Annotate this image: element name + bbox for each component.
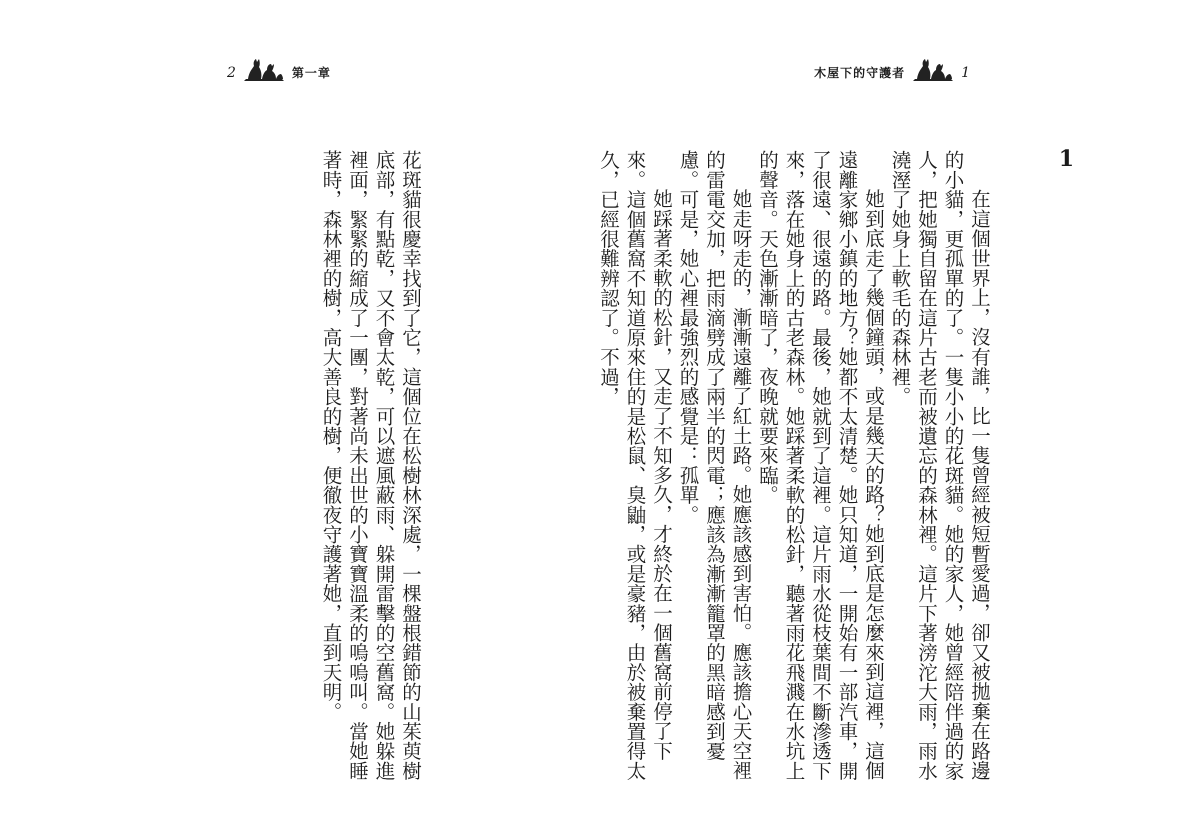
paragraph: 她踩著柔軟的松針，又走了不知多久，才終於在一個舊窩前停了下來。這個舊窩不知道原來住的是松鼠、臭鼬，或是豪豬，由於被棄置得太久，已經很難辨認了。不過， bbox=[597, 150, 673, 781]
right-page bbox=[597, 0, 1200, 829]
left-page-header bbox=[227, 52, 331, 82]
chapter-number: 1 bbox=[1058, 146, 1074, 172]
paragraph: 她到底走了幾個鐘頭，或是幾天的路？她到底是怎麼來到這裡，這個遠離家鄉小鎮的地方？她都不太清楚。她只知道，一開始有一部汽車，開了很遠、很遠的路。最後，她就到了這裡。這片雨水從枝葉間不斷滲透下來，落在她身上的古老森林。她踩著柔軟的松針，聽著雨花飛濺在水坑上的聲音。天色漸漸暗了，夜晚就要來臨。 bbox=[756, 150, 885, 781]
paragraph: 花斑貓很慶幸找到了它，這個位在松樹林深處，一棵盤根錯節的山茱萸樹底部，有點乾，又不會太乾，可以遮風蔽雨、躲開雷擊的空舊窩。她躲進裡面，緊緊的縮成了一團，對著尚未出世的小寶寶溫柔的嗚嗚叫。當她睡著時，森林裡的樹，高大善良的樹，便徹夜守護著她，直到天明。 bbox=[319, 150, 422, 781]
right-page-number: 1 bbox=[961, 65, 970, 81]
left-page-number: 2 bbox=[227, 65, 236, 81]
chapter-label: 第一章 bbox=[291, 66, 331, 80]
right-page-body bbox=[597, 150, 992, 790]
right-page-header bbox=[814, 52, 970, 82]
paragraph: 她走呀走的，漸漸遠離了紅土路。她應該感到害怕。應該擔心天空裡的雷電交加，把雨滴劈成了兩半的閃電；應該為漸漸籠罩的黑暗感到憂慮。可是，她心裡最強烈的感覺是：孤單。 bbox=[676, 150, 753, 780]
cat-silhouette-ornament-icon bbox=[911, 54, 955, 82]
paragraph: 在這個世界上，沒有誰，比一隻曾經被短暫愛過，卻又被拋棄在路邊的小貓，更孤單的了。一隻小小的花斑貓。她的家人，她曾經陪伴過的家人，把她獨自留在這片古老而被遺忘的森林裡。這片下著滂沱大雨，雨水澆溼了她身上軟毛的森林裡。 bbox=[888, 150, 991, 781]
cat-silhouette-ornament-icon bbox=[242, 54, 286, 82]
running-title: 木屋下的守護者 bbox=[814, 66, 906, 80]
left-page-body bbox=[315, 150, 423, 790]
